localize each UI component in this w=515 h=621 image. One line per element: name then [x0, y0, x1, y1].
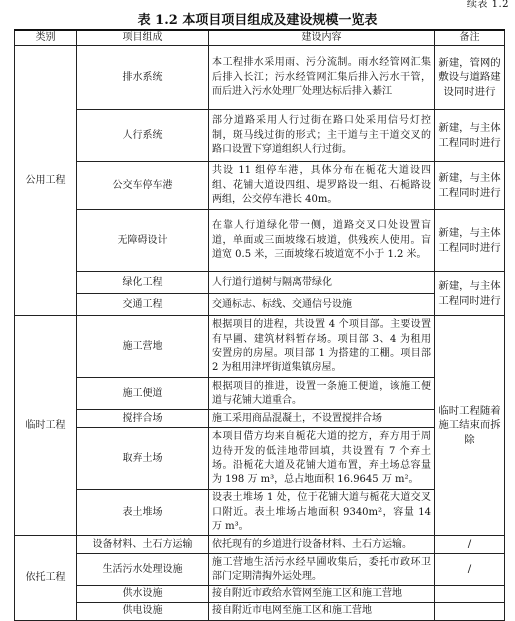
category-cell: 依托工程 — [15, 536, 77, 620]
component-cell: 交通工程 — [77, 294, 209, 316]
table-row — [15, 46, 505, 110]
content-cell: 施工采用商品混凝土，不设置搅拌合场 — [209, 410, 435, 428]
note-cell: 新建，管网的敷设与道路建设同时进行 — [435, 46, 505, 110]
table-row — [15, 410, 505, 428]
content-cell: 依托现有的乡道进行设备材料、土石方运输。 — [209, 536, 435, 554]
table-row — [15, 378, 505, 410]
content-cell: 接自附近市电网至施工区和施工营地 — [209, 603, 435, 620]
table-row — [15, 110, 505, 162]
table-row — [15, 554, 505, 586]
table-row — [15, 272, 505, 294]
content-cell: 施工营地生活污水经早圃收集后，委托市政环卫部门定期清掏外运处理。 — [209, 554, 435, 586]
component-cell: 公交车停车港 — [77, 162, 209, 210]
table-row — [15, 603, 505, 620]
component-cell: 供水设施 — [77, 586, 209, 603]
table-row — [15, 536, 505, 554]
note-cell: / — [435, 554, 505, 586]
note-cell: 新建，与主体工程同时进行 — [435, 162, 505, 210]
content-cell: 本工程排水采用雨、污分流制。雨水经管网汇集后排入长江；污水经管网汇集后排入污水干管，而后进入污水处理厂处理达标后排入綦江 — [209, 46, 435, 110]
header-content: 建设内容 — [209, 30, 435, 46]
component-cell: 表土堆场 — [77, 490, 209, 536]
table-row — [15, 316, 505, 378]
component-cell: 供电设施 — [77, 603, 209, 620]
content-cell: 在靠人行道绿化带一侧，道路交叉口处设置盲道，单面或三面坡缘石坡道，供残疾人使用。盲道宽 0.5 米，三面坡缘石坡道宽不小于 1.2 米。 — [209, 210, 435, 272]
table-header-row — [15, 30, 505, 46]
table-row — [15, 294, 505, 316]
component-cell: 人行系统 — [77, 110, 209, 162]
content-cell: 本项目借方均来自栀花大道的挖方，弃方用于周边待开发的低洼地带回填，共设置有 7 个弃土场。沿栀花大道及花铺大道布置，弃土场总容量为 198 万 m³，总占地面积 16.9645 万 m²。 — [209, 428, 435, 490]
header-note: 备注 — [435, 30, 505, 46]
note-cell — [435, 603, 505, 620]
category-cell: 临时工程 — [15, 316, 77, 536]
component-cell: 生活污水处理设施 — [77, 554, 209, 586]
table-caption: 表 1.2 本项目项目组成及建设规模一览表 — [137, 13, 378, 28]
table-row — [15, 490, 505, 536]
page-corner-label: 续表 1.2 — [466, 0, 509, 10]
component-cell: 搅拌合场 — [77, 410, 209, 428]
note-cell: / — [435, 536, 505, 554]
content-cell: 根据项目的进程，共设置 4 个项目部。主要设置有早圃、建筑材料暂存场。项目部 3、4 为租用安置房的房屋。项目部 1 为搭建的工棚。项目部 2 为租用津坪街道集镇房屋。 — [209, 316, 435, 378]
component-cell: 排水系统 — [77, 46, 209, 110]
component-cell: 施工营地 — [77, 316, 209, 378]
note-cell: 新建，与主体工程同时进行 — [435, 110, 505, 162]
content-cell: 部分道路采用人行过街在路口处采用信号灯控制，斑马线过街的形式；主干道与主干道交叉的路口设置下穿道组织人行过街。 — [209, 110, 435, 162]
note-cell — [435, 586, 505, 603]
content-cell: 设表土堆场 1 处，位于花铺大道与栀花大道交叉口附近。表土堆场占地面积 9340m²，容量 14 万 m³。 — [209, 490, 435, 536]
component-cell: 设备材料、土石方运输 — [77, 536, 209, 554]
content-cell: 根据项目的推进，设置一条施工便道，该施工便道与花铺大道重合。 — [209, 378, 435, 410]
table-row — [15, 162, 505, 210]
content-cell: 交通标志、标线、交通信号设施 — [209, 294, 435, 316]
component-cell: 绿化工程 — [77, 272, 209, 294]
header-category: 类别 — [15, 30, 77, 46]
note-cell: 临时工程随着施工结束而拆除 — [435, 316, 505, 536]
category-cell: 公用工程 — [15, 46, 77, 316]
component-cell: 取弃土场 — [77, 428, 209, 490]
table-row — [15, 210, 505, 272]
content-cell: 共设 11 组停车港，具体分布在栀花大道设四组、花铺大道设四组、堤罗路设一组、石栀路设两组，公交停车港长 40m。 — [209, 162, 435, 210]
header-component: 项目组成 — [77, 30, 209, 46]
content-cell: 人行道行道树与隔离带绿化 — [209, 272, 435, 294]
component-cell: 无障碍设计 — [77, 210, 209, 272]
content-cell: 接自附近市政给水管网至施工区和施工营地 — [209, 586, 435, 603]
project-composition-table — [14, 29, 505, 621]
table-row — [15, 586, 505, 603]
note-cell: 新建，与主体工程同时进行 — [435, 272, 505, 316]
table-row — [15, 428, 505, 490]
note-cell: 新建，与主体工程同时进行 — [435, 210, 505, 272]
component-cell: 施工便道 — [77, 378, 209, 410]
